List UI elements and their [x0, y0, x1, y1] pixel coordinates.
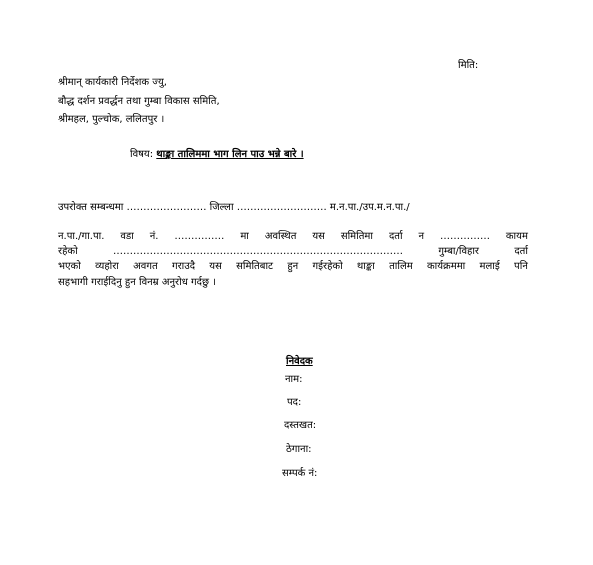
- address-label: ठेगाना:: [286, 444, 312, 455]
- word: नं.: [149, 231, 159, 242]
- word: हुन: [287, 261, 299, 272]
- body-line-1: उपरोक्त सम्बन्धमा …………………… जिल्ला ……………………… म.न.पा./उप.म.न.पा./: [58, 202, 410, 213]
- word: मलाई: [479, 261, 500, 272]
- blank-dots: ……………: [174, 231, 225, 242]
- word: भएको: [58, 261, 81, 272]
- word: मा: [240, 231, 249, 242]
- body-line-2: [58, 230, 528, 243]
- word: गुम्बा/विहार: [438, 246, 480, 257]
- word: समितिबाट: [236, 261, 274, 272]
- signature-label: दस्तखत:: [284, 420, 317, 431]
- subject-prefix: विषय:: [130, 149, 154, 160]
- word: यस: [312, 231, 325, 242]
- word: दर्ता: [514, 246, 528, 257]
- word: न.पा./गा.पा.: [58, 231, 105, 242]
- word: अवगत: [133, 261, 158, 272]
- word: कार्यक्रममा: [426, 261, 466, 272]
- body-line-3: [58, 245, 528, 258]
- blank-dots: ……………: [439, 231, 490, 242]
- word: गराउदै: [171, 261, 196, 272]
- word: दर्ता: [388, 231, 403, 242]
- word: रहेको: [58, 246, 78, 257]
- word: कायम: [505, 231, 528, 242]
- word: तालिम: [389, 261, 413, 272]
- recipient-line-title: श्रीमान् कार्यकारी निर्देशक ज्यु,: [58, 77, 167, 88]
- body-line-5: सहभागी गराईदिनु हुन विनम्र अनुरोध गर्दछु ।: [58, 277, 216, 288]
- date-label: मिति:: [458, 60, 479, 71]
- recipient-line-organization: बौद्ध दर्शन प्रवर्द्धन तथा गुम्बा विकास समिति,: [58, 96, 220, 107]
- word: थाङ्का: [356, 261, 375, 272]
- subject-text: थाङ्का तालिममा भाग लिन पाउ भन्ने बारे ।: [156, 149, 304, 160]
- contact-label: सम्पर्क नं:: [282, 468, 318, 479]
- blank-dots: ……………………………………………………………………………: [113, 246, 403, 257]
- word: गईरहेको: [312, 261, 343, 272]
- recipient-line-address: श्रीमहल, पुल्चोक, ललितपुर ।: [58, 114, 165, 125]
- word: व्यहोरा: [95, 261, 119, 272]
- position-label: पद:: [287, 397, 302, 408]
- signature-heading: निवेदक: [286, 356, 313, 367]
- body-line-4: [58, 260, 528, 273]
- word: अवस्थित: [264, 231, 297, 242]
- word: यस: [209, 261, 222, 272]
- word: पनि: [514, 261, 528, 272]
- name-label: नाम:: [285, 374, 303, 385]
- word: वडा: [120, 231, 134, 242]
- subject-line: [130, 148, 304, 161]
- word: समितिमा: [340, 231, 374, 242]
- word: न: [418, 231, 425, 242]
